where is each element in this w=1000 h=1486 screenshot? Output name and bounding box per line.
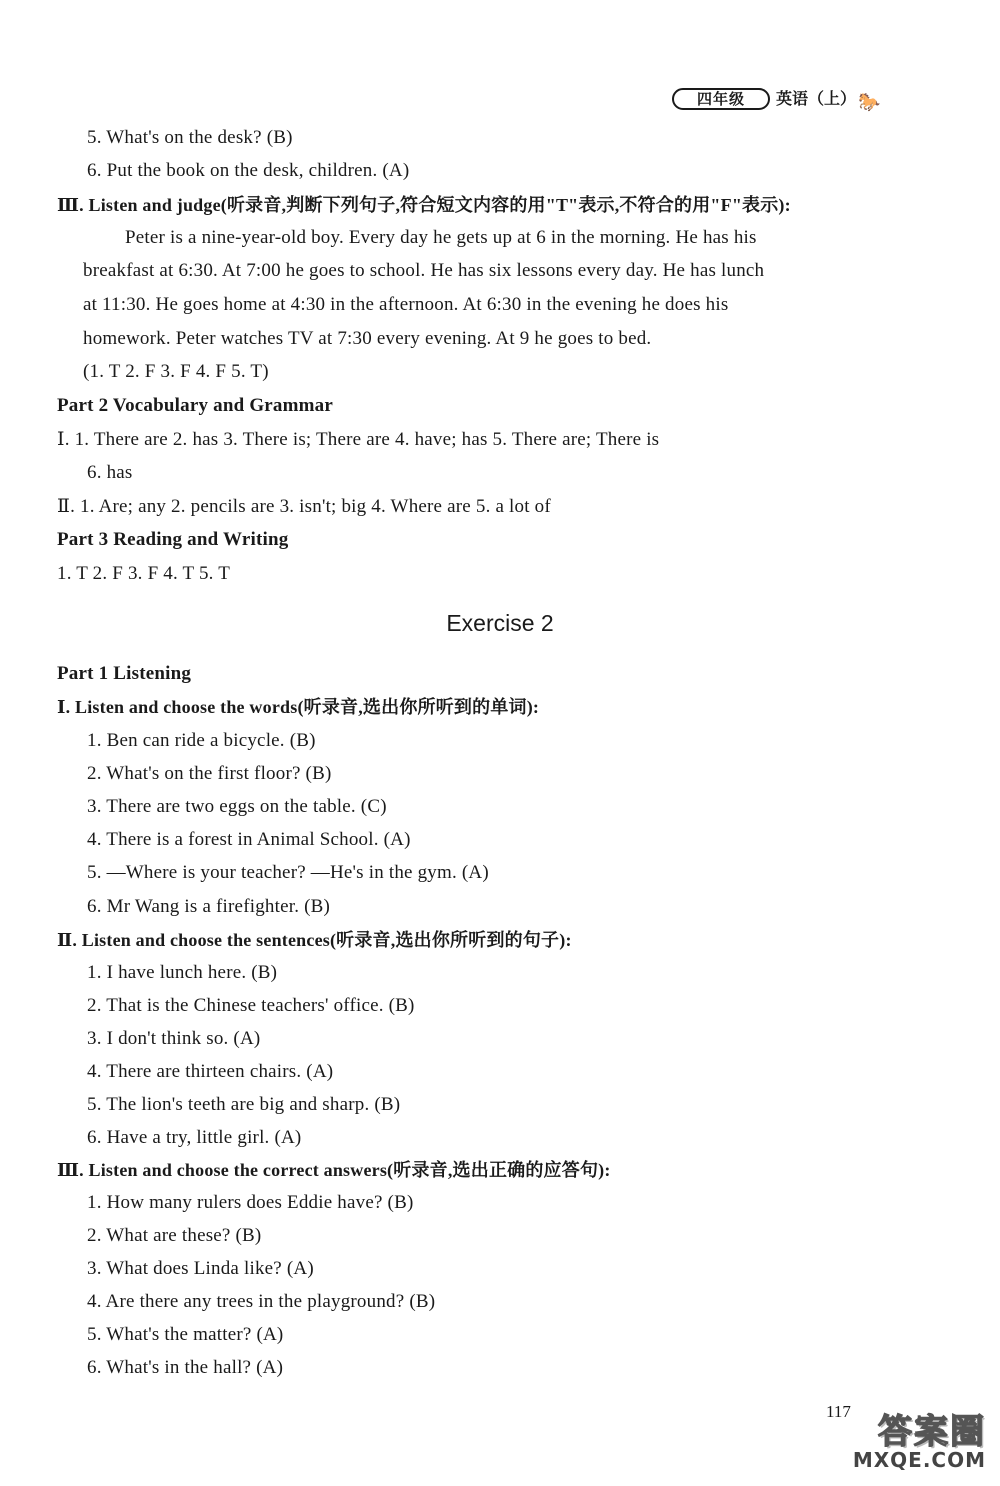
list-item: 2. That is the Chinese teachers' office. (B) [87,995,415,1016]
answer-line: (1. T 2. F 3. F 4. F 5. T) [83,361,269,382]
grade-badge: 四年级 [672,88,770,110]
list-item: 5. —Where is your teacher? —He's in the gym. (A) [87,862,489,883]
list-item: 4. There is a forest in Animal School. (A) [87,829,411,850]
part-heading: Part 2 Vocabulary and Grammar [57,395,334,416]
passage-line: breakfast at 6:30. At 7:00 he goes to school. He has six lessons every day. He has lunch [83,260,765,281]
section-heading: Ⅲ. Listen and judge(听录音,判断下列句子,符合短文内容的用"T"表示,不符合的用"F"表示): [57,195,791,215]
page-number: 117 [826,1402,851,1421]
list-item: 3. I don't think so. (A) [87,1028,261,1049]
passage-line: Peter is a nine-year-old boy. Every day he gets up at 6 in the morning. He has his [125,227,757,248]
list-item: 3. What does Linda like? (A) [87,1258,314,1279]
horse-icon: 🐎 [858,92,881,113]
list-item: 6. Mr Wang is a firefighter. (B) [87,896,331,917]
list-item: 6. What's in the hall? (A) [87,1357,284,1378]
passage-line: homework. Peter watches TV at 7:30 every evening. At 9 he goes to bed. [83,328,652,349]
answer-line: 1. T 2. F 3. F 4. T 5. T [57,563,231,584]
list-item: 2. What are these? (B) [87,1225,262,1246]
list-item: 3. There are two eggs on the table. (C) [87,796,387,817]
part-heading: Part 3 Reading and Writing [57,529,289,550]
watermark-logo [826,1404,986,1474]
list-item: 2. What's on the first floor? (B) [87,763,332,784]
exercise-title: Exercise 2 [446,610,554,636]
answer-line: Ⅱ. 1. Are; any 2. pencils are 3. isn't; big 4. Where are 5. a lot of [57,496,551,517]
answer-line: Ⅰ. 1. There are 2. has 3. There is; There are 4. have; has 5. There are; There is [57,429,660,450]
list-item: 4. Are there any trees in the playground? (B) [87,1291,436,1312]
list-item: 1. Ben can ride a bicycle. (B) [87,730,316,751]
list-item: 5. The lion's teeth are big and sharp. (B) [87,1094,401,1115]
watermark-text: 答案圈 [878,1412,986,1452]
list-item: 1. How many rulers does Eddie have? (B) [87,1192,414,1213]
section-heading: Ⅲ. Listen and choose the correct answers(听录音,选出正确的应答句): [57,1160,611,1180]
list-item: 6. Put the book on the desk, children. (A) [87,160,410,181]
part-heading: Part 1 Listening [57,663,192,684]
list-item: 6. Have a try, little girl. (A) [87,1127,302,1148]
section-heading: Ⅱ. Listen and choose the sentences(听录音,选出你所听到的句子): [57,930,572,950]
answer-line: 6. has [87,462,133,483]
passage-line: at 11:30. He goes home at 4:30 in the afternoon. At 6:30 in the evening he does his [83,294,729,315]
list-item: 5. What's on the desk? (B) [87,127,293,148]
list-item: 1. I have lunch here. (B) [87,962,278,983]
section-heading: Ⅰ. Listen and choose the words(听录音,选出你所听到的单词): [57,697,540,717]
subject-title: 英语（上） [776,89,857,108]
list-item: 5. What's the matter? (A) [87,1324,284,1345]
watermark-url: MXQE.COM [852,1448,986,1472]
running-header [672,82,902,116]
list-item: 4. There are thirteen chairs. (A) [87,1061,334,1082]
